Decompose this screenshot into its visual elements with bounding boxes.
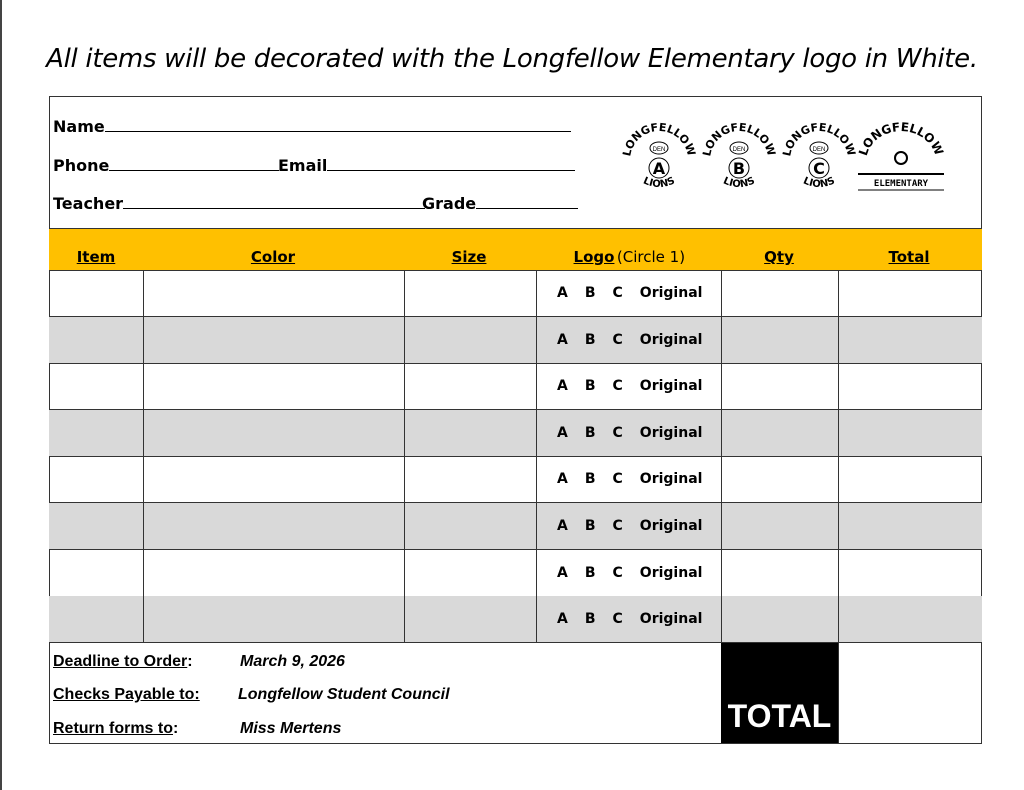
logo-option-c[interactable]: C <box>612 378 623 395</box>
column-divider <box>404 596 405 642</box>
return-value: Miss Mertens <box>240 720 342 737</box>
logo-option-a[interactable]: A <box>557 378 568 395</box>
table-row[interactable] <box>49 363 982 410</box>
table-row[interactable] <box>49 550 982 597</box>
svg-text:LIONS: LIONS <box>721 175 757 191</box>
logo-option-b[interactable]: B <box>584 518 596 534</box>
email-field[interactable] <box>278 156 575 175</box>
logo-option-original[interactable]: Original <box>639 611 703 628</box>
deadline-value: March 9, 2026 <box>240 653 345 670</box>
svg-text:LIONS: LIONS <box>801 175 837 191</box>
page-edge <box>0 0 2 790</box>
col-logo-note: (Circle 1) <box>616 248 686 266</box>
divider <box>838 643 839 743</box>
logo-options <box>557 378 719 394</box>
column-divider <box>143 550 144 596</box>
logo-option-b[interactable]: B <box>584 611 596 628</box>
logo-option-c[interactable]: C <box>612 564 623 581</box>
column-divider <box>536 410 537 456</box>
svg-text:LONGFELLOW: LONGFELLOW <box>780 120 858 158</box>
svg-text:A: A <box>652 159 666 178</box>
column-divider <box>143 596 144 642</box>
column-divider <box>143 270 144 316</box>
logo-option-b[interactable]: B <box>584 378 596 395</box>
logo-options <box>557 518 719 534</box>
table-header <box>49 228 982 271</box>
logo-option-b[interactable]: B <box>584 471 596 488</box>
column-divider <box>721 503 722 549</box>
logo-option-b[interactable]: B <box>584 564 596 581</box>
logo-option-original[interactable]: Original <box>639 518 703 534</box>
col-item: Item <box>76 248 116 266</box>
logo-options <box>557 285 719 301</box>
elementary-logo <box>858 118 936 200</box>
den-logo-a <box>620 118 698 200</box>
column-divider <box>536 270 537 316</box>
total-box: TOTAL <box>721 643 838 743</box>
col-color: Color <box>250 248 296 266</box>
logo-option-c[interactable]: C <box>612 424 623 441</box>
column-divider <box>404 270 405 316</box>
teacher-label: Teacher <box>53 194 124 213</box>
svg-text:LONGFELLOW: LONGFELLOW <box>700 120 778 158</box>
logo-option-b[interactable]: B <box>584 331 596 348</box>
column-divider <box>838 550 839 596</box>
column-divider <box>536 456 537 502</box>
checks-label: Checks Payable to: <box>53 686 200 703</box>
col-qty: Qty <box>764 248 794 266</box>
table-row[interactable] <box>49 503 982 550</box>
den-logo-c <box>780 118 858 200</box>
grade-label: Grade <box>422 194 477 213</box>
deadline-row: Deadline to Order: March 9, 2026 <box>53 653 345 670</box>
logo-option-c[interactable]: C <box>612 611 623 628</box>
col-size: Size <box>451 248 487 266</box>
column-divider <box>838 270 839 316</box>
column-divider <box>721 317 722 363</box>
logo-option-b[interactable]: B <box>584 424 596 441</box>
logo-option-c[interactable]: C <box>612 471 623 488</box>
column-divider <box>404 410 405 456</box>
table-row[interactable] <box>49 596 982 643</box>
column-divider <box>838 503 839 549</box>
column-divider <box>721 270 722 316</box>
svg-text:C: C <box>813 159 825 178</box>
checks-row <box>53 686 450 704</box>
checks-value: Longfellow Student Council <box>238 686 450 703</box>
logo-option-a[interactable]: A <box>557 518 568 534</box>
deadline-label: Deadline to Order <box>53 653 188 670</box>
column-divider <box>838 363 839 409</box>
return-label: Return forms to <box>53 720 173 737</box>
logo-option-original[interactable]: Original <box>639 285 703 301</box>
column-divider <box>721 596 722 642</box>
column-divider <box>536 363 537 409</box>
logo-option-b[interactable]: B <box>584 285 596 301</box>
svg-text:DEN: DEN <box>812 147 826 153</box>
column-divider <box>404 363 405 409</box>
column-divider <box>143 317 144 363</box>
column-divider <box>838 596 839 642</box>
logo-options <box>557 332 719 348</box>
column-divider <box>143 410 144 456</box>
logo-option-original[interactable]: Original <box>639 424 703 441</box>
logo-options <box>557 611 719 627</box>
column-divider <box>838 410 839 456</box>
den-logo-b <box>700 118 778 200</box>
column-divider <box>536 503 537 549</box>
svg-text:B: B <box>732 159 746 178</box>
column-divider <box>143 456 144 502</box>
column-divider <box>838 456 839 502</box>
name-label: Name <box>53 117 105 136</box>
table-row[interactable] <box>49 456 982 503</box>
column-divider <box>404 456 405 502</box>
col-logo: Logo <box>573 248 615 266</box>
phone-field[interactable] <box>53 156 279 175</box>
column-divider <box>536 317 537 363</box>
teacher-field[interactable] <box>53 194 425 213</box>
logo-option-original[interactable]: Original <box>639 471 703 488</box>
table-row[interactable] <box>49 410 982 457</box>
svg-text:LONGFELLOW: LONGFELLOW <box>620 120 698 158</box>
column-divider <box>721 550 722 596</box>
logo-option-original[interactable]: Original <box>639 331 703 348</box>
column-divider <box>536 596 537 642</box>
logo-option-a[interactable]: A <box>557 424 568 441</box>
return-row: Return forms to: Miss Mertens <box>53 720 342 737</box>
logo-option-c[interactable]: C <box>612 518 623 534</box>
column-divider <box>838 317 839 363</box>
column-divider <box>721 410 722 456</box>
logo-option-original[interactable]: Original <box>639 564 703 581</box>
grade-field[interactable] <box>422 194 578 213</box>
logo-option-a[interactable]: A <box>557 564 568 581</box>
column-divider <box>721 456 722 502</box>
svg-text:DEN: DEN <box>652 147 666 153</box>
column-divider <box>143 503 144 549</box>
name-field[interactable] <box>53 117 571 136</box>
phone-label: Phone <box>53 156 110 175</box>
column-divider <box>143 363 144 409</box>
logo-option-a[interactable]: A <box>557 471 568 488</box>
logo-option-a[interactable]: A <box>557 331 568 348</box>
column-divider <box>404 317 405 363</box>
svg-text:ELEMENTARY: ELEMENTARY <box>873 179 929 189</box>
svg-text:LONGFELLOW: ONGFELLO <box>859 119 938 152</box>
table-row[interactable] <box>49 317 982 364</box>
column-divider <box>404 550 405 596</box>
logo-option-a[interactable]: A <box>557 611 568 628</box>
column-divider <box>536 550 537 596</box>
logo-option-original[interactable]: Original <box>639 378 703 395</box>
column-divider <box>721 363 722 409</box>
logo-option-c[interactable]: C <box>612 285 623 301</box>
svg-text:DEN: DEN <box>732 147 746 153</box>
svg-text:LIONS: LIONS <box>641 175 677 191</box>
page-title: All items will be decorated with the Longfellow Elementary logo in White. <box>46 44 978 74</box>
col-total: Total <box>888 248 930 266</box>
email-label: Email <box>278 156 328 175</box>
logo-option-c[interactable]: C <box>612 331 623 348</box>
logo-option-a[interactable]: A <box>557 285 568 301</box>
logo-options <box>557 425 719 441</box>
table-row[interactable] <box>49 270 982 317</box>
logo-options <box>557 565 719 581</box>
column-divider <box>404 503 405 549</box>
logo-options <box>557 471 719 487</box>
